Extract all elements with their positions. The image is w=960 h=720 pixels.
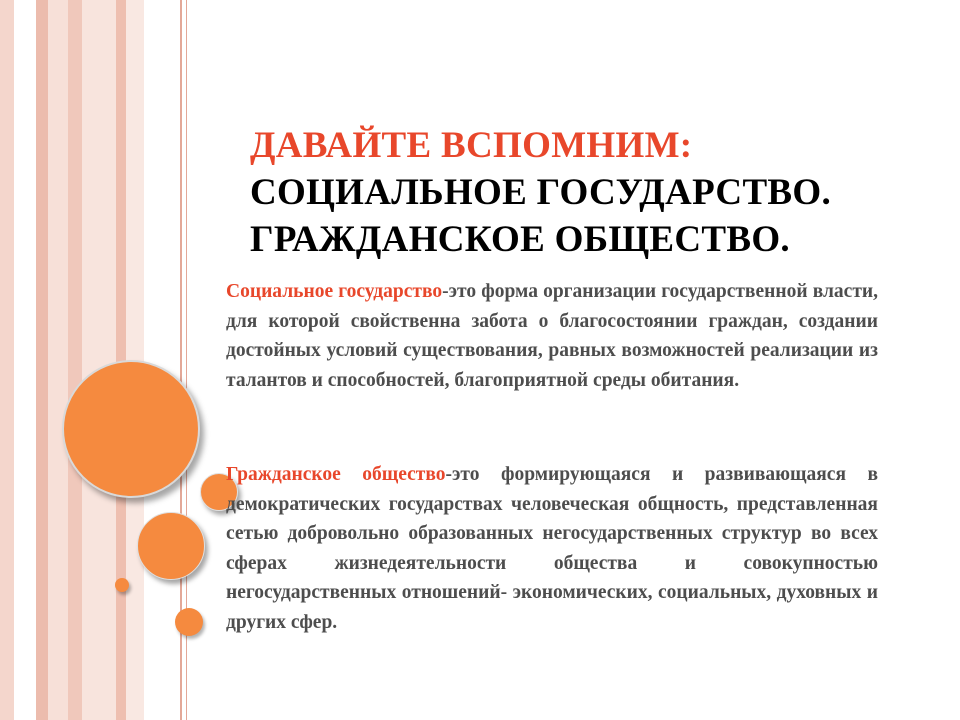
definition-text-social-state: -это форма организации государственной власти, для которой свойственна забота о благосостоянии граждан, создании достойных условий существования, равных возможностей реализации из талантов и способностей, благоприятной среды обитания. — [226, 281, 879, 391]
small-circle-1 — [115, 578, 129, 592]
medium-circle-2 — [137, 512, 205, 580]
stripe-6 — [82, 0, 116, 720]
title-line-3: ГРАЖДАНСКОЕ ОБЩЕСТВО. — [250, 219, 790, 260]
definition-text-civil-society: -это формирующаяся и развивающаяся в демократических государствах человеческая общность, представленная сетью добровольно образованных негосударственных структур во всех сферах жизнедеятельности общества и совокупностью негосударственных отношений- экономических, социальных, духовных и других сфер. — [226, 464, 878, 633]
definition-social-state — [226, 277, 878, 395]
term-civil-society: Гражданское общество — [226, 464, 446, 485]
definition-civil-society — [226, 460, 878, 637]
title-line-1: ДАВАЙТЕ ВСПОМНИМ: — [250, 125, 693, 166]
large-circle — [62, 360, 200, 498]
stripe-4 — [48, 0, 68, 720]
small-circle-2 — [175, 608, 203, 636]
stripe-2 — [14, 0, 36, 720]
stripe-5 — [68, 0, 82, 720]
term-social-state: Социальное государство — [226, 281, 443, 302]
slide-title — [250, 122, 940, 263]
title-line-2: СОЦИАЛЬНОЕ ГОСУДАРСТВО. — [250, 172, 832, 213]
stripe-3 — [36, 0, 48, 720]
stripe-1 — [0, 0, 14, 720]
